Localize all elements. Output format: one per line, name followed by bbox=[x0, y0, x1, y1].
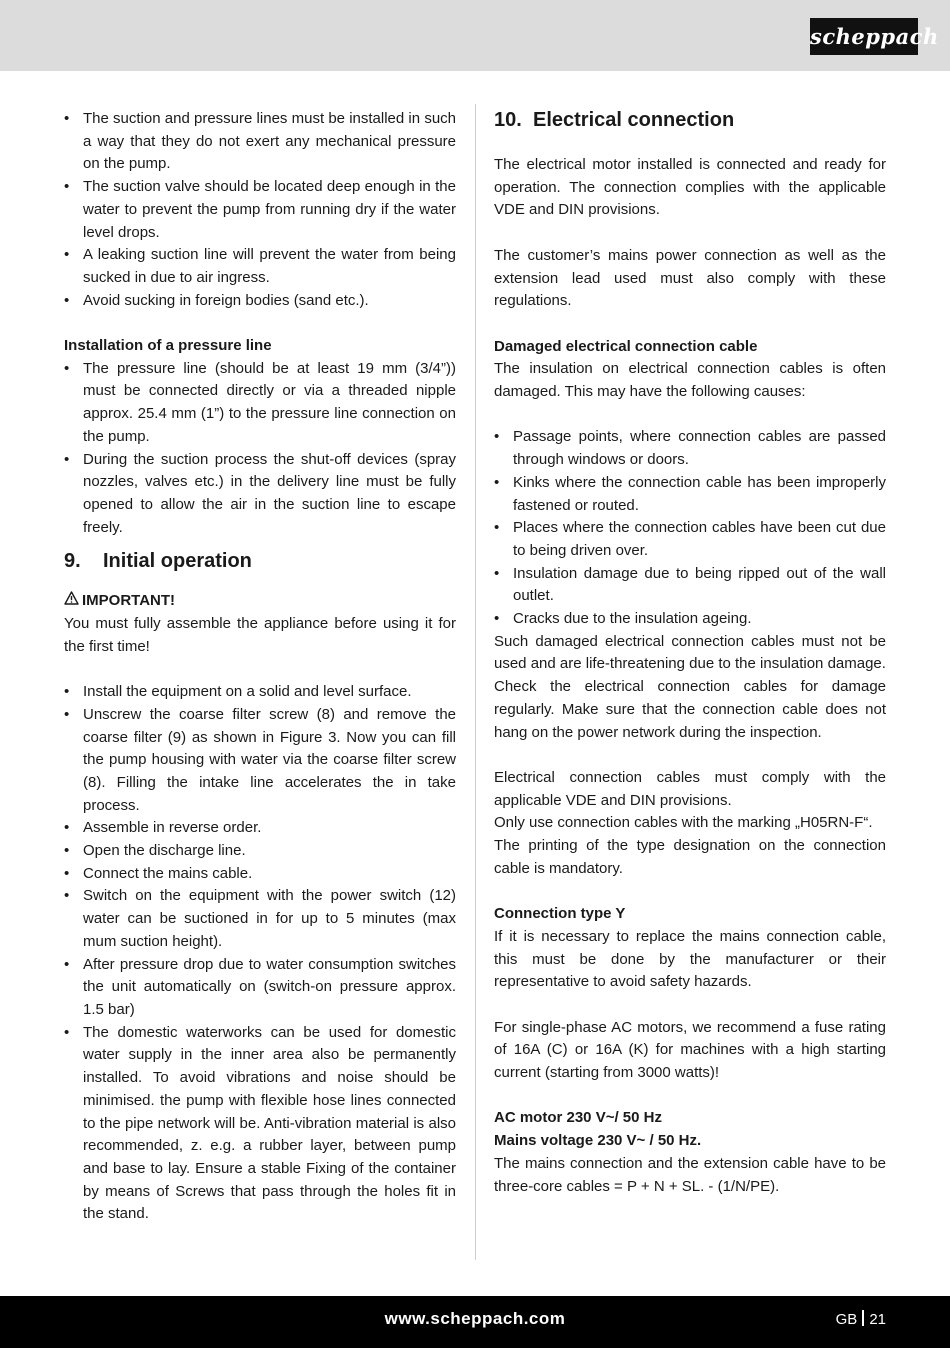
separator bbox=[862, 1310, 864, 1326]
list-item: • The pressure line (should be at least 19 mm (3/4”)) must be connected directly or via a threaded nipple approx. 25.4 mm (1”) to the pressure line connection on the pump. bbox=[64, 358, 456, 449]
pressure-line-heading: Installation of a pressure line bbox=[64, 337, 272, 355]
section-9-heading bbox=[64, 549, 456, 573]
list-item: • After pressure drop due to water consumption switches the unit automatically on (switch-on pressure approx. 1.5 bar) bbox=[64, 954, 456, 1022]
list-item: • Install the equipment on a solid and level surface. bbox=[64, 681, 456, 704]
important-notice bbox=[64, 590, 456, 613]
list-item: • Places where the connection cables have been cut due to being driven over. bbox=[494, 517, 886, 562]
paragraph: The mains connection and the extension cable have to be three-core cables = P + N + SL. - (1/N/PE). bbox=[494, 1154, 886, 1195]
paragraph: The customer’s mains power connection as well as the extension lead used must also comply with these regulations. bbox=[494, 246, 886, 310]
mains-voltage-heading: Mains voltage 230 V~ / 50 Hz. bbox=[494, 1132, 702, 1150]
list-item: • Open the discharge line. bbox=[64, 840, 456, 863]
page-number: 21 bbox=[869, 1311, 886, 1328]
section-number: 9. bbox=[64, 550, 81, 573]
list-item: • Cracks due to the insulation ageing. bbox=[494, 608, 886, 631]
left-column bbox=[64, 108, 456, 1226]
intro-bullet-list bbox=[64, 108, 456, 312]
paragraph: For single-phase AC motors, we recommend a fuse rating of 16A (C) or 16A (K) for machines with a high starting current (starting from 3000 watts)! bbox=[494, 1018, 886, 1082]
list-item: • A leaking suction line will prevent the water from being sucked in due to air ingress. bbox=[64, 244, 456, 289]
paragraph: The printing of the type designation on the connection cable is mandatory. bbox=[494, 837, 886, 877]
column-divider bbox=[475, 104, 476, 1260]
important-label: IMPORTANT! bbox=[82, 592, 176, 610]
section-title: Electrical connection bbox=[533, 109, 735, 131]
paragraph: Electrical connection cables must comply with the applicable VDE and DIN provisions. bbox=[494, 768, 886, 809]
list-item: • Assemble in reverse order. bbox=[64, 817, 456, 840]
right-column bbox=[494, 108, 886, 1198]
paragraph: The electrical motor installed is connected and ready for operation. The connection complies with the applicable VDE and DIN provisions. bbox=[494, 156, 886, 219]
paragraph: Only use connection cables with the marking „H05RN-F“. bbox=[494, 814, 873, 832]
damaged-cable-heading: Damaged electrical connection cable bbox=[494, 337, 758, 355]
warning-triangle-icon bbox=[64, 590, 82, 613]
ac-motor-heading: AC motor 230 V~/ 50 Hz bbox=[494, 1109, 662, 1127]
website-link[interactable]: www.scheppach.com bbox=[384, 1309, 566, 1328]
scheppach-logo: scheppach bbox=[810, 18, 918, 55]
list-item: • During the suction process the shut-off devices (spray nozzles, valves etc.) in the delivery line must be fully opened to allow the air in the suction line to escape freely. bbox=[64, 449, 456, 540]
list-item: • Avoid sucking in foreign bodies (sand etc.). bbox=[64, 290, 456, 313]
damage-causes-bullet-list bbox=[494, 426, 886, 630]
language-code: GB bbox=[835, 1311, 858, 1328]
connection-type-y-heading: Connection type Y bbox=[494, 905, 626, 923]
pressure-line-bullet-list bbox=[64, 358, 456, 540]
list-item: • The domestic waterworks can be used for domestic water supply in the inner area also be permanently installed. To avoid vibrations and noise should be minimised. the pump with flexible hose lines connected to the pipe network will be. Anti-vibration material is also recommended, z. e.g. a rubber layer, between pump and base to lay. Ensure a stable Fixing of the container by means of Screws that pass through the holes fit in the stand. bbox=[64, 1022, 456, 1226]
paragraph: Check the electrical connection cables for damage regularly. Make sure that the connection cable does not hang on the power network during the inspection. bbox=[494, 678, 886, 741]
section-number: 10. bbox=[494, 109, 522, 131]
section-10-heading bbox=[494, 108, 886, 132]
important-text: You must fully assemble the appliance before using it for the first time! bbox=[64, 615, 456, 655]
paragraph: Such damaged electrical connection cables must not be used and are life-threatening due to the insulation damage. bbox=[494, 632, 886, 673]
list-item: • Insulation damage due to being ripped out of the wall outlet. bbox=[494, 563, 886, 608]
initial-operation-bullet-list bbox=[64, 681, 456, 1226]
footer-bar bbox=[0, 1296, 950, 1348]
header-bar bbox=[0, 0, 950, 71]
section-title: Initial operation bbox=[103, 550, 252, 573]
page-indicator bbox=[836, 1310, 886, 1328]
paragraph: The insulation on electrical connection cables is often damaged. This may have the following causes: bbox=[494, 360, 886, 400]
list-item: • Passage points, where connection cables are passed through windows or doors. bbox=[494, 426, 886, 471]
list-item: • The suction and pressure lines must be installed in such a way that they do not exert any mechanical pressure on the pump. bbox=[64, 108, 456, 176]
list-item: • Kinks where the connection cable has been improperly fastened or routed. bbox=[494, 472, 886, 517]
paragraph: If it is necessary to replace the mains connection cable, this must be done by the manufacturer or their representative to avoid safety hazards. bbox=[494, 927, 886, 991]
list-item: • Switch on the equipment with the power switch (12) water can be suctioned in for up to 5 minutes (max mum suction height). bbox=[64, 885, 456, 953]
list-item: • Unscrew the coarse filter screw (8) and remove the coarse filter (9) as shown in Figure 3. Now you can fill the pump housing with water via the coarse filter screw (8). Filling the intake line accelerates the in take process. bbox=[64, 704, 456, 818]
list-item: • Connect the mains cable. bbox=[64, 863, 456, 886]
list-item: • The suction valve should be located deep enough in the water to prevent the pump from running dry if the water level drops. bbox=[64, 176, 456, 244]
